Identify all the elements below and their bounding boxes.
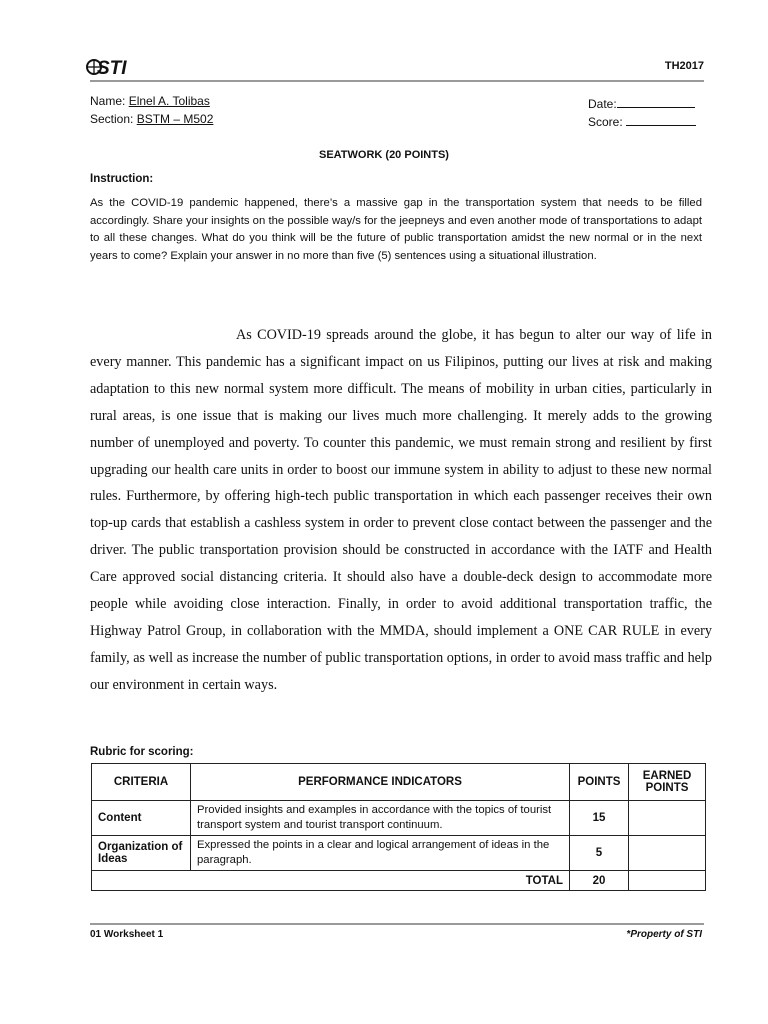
points-cell: 15 bbox=[570, 801, 629, 836]
name-label: Name: bbox=[90, 94, 126, 108]
instruction-label: Instruction: bbox=[90, 173, 154, 185]
indicators-header: PERFORMANCE INDICATORS bbox=[191, 764, 570, 801]
essay-answer: As COVID-19 spreads around the globe, it has begun to alter our way of life in every manner. This pandemic has a significant impact on us Filipinos, putting our lives at risk and making adaptation to this new normal system more difficult. The means of mobility in urban cities, particularly in rural areas, is one issue that is making our lives much more challenging. It merely adds to the growing number of unemployed and poverty. To counter this pandemic, we must remain strong and resilient by first upgrading our health care units in order to boost our immune system in ability to adjust to these new normal rules. Furthermore, by offering high-tech public transportation in which each passenger receives their own top-up cards that establish a cashless system in order to prevent close contact between the passenger and the driver. The public transportation provision should be constructed in accordance with the IATF and Health Care approved social distancing criteria. It should also have a double-deck design to accommodate more people while avoiding close interaction. Finally, in order to avoid additional transportation traffic, the Highway Patrol Group, in collaboration with the MMDA, should implement a ONE CAR RULE in every family, as well as increase the number of public transportation options, in order to avoid mass traffic and help our environment in certain ways. bbox=[90, 327, 712, 693]
footer-worksheet: 01 Worksheet 1 bbox=[90, 929, 164, 940]
indicator-cell: Expressed the points in a clear and logical arrangement of ideas in the paragraph. bbox=[191, 836, 570, 871]
date-blank bbox=[617, 95, 695, 108]
total-earned-cell[interactable] bbox=[629, 871, 706, 891]
date-label: Date: bbox=[588, 97, 617, 111]
total-row bbox=[92, 871, 706, 891]
header-divider bbox=[90, 80, 704, 82]
document-code: TH2017 bbox=[664, 60, 704, 72]
total-points: 20 bbox=[570, 871, 629, 891]
criteria-header: CRITERIA bbox=[92, 764, 191, 801]
logo-text: STI bbox=[97, 58, 127, 78]
instruction-text: As the COVID-19 pandemic happened, there’s a massive gap in the transportation system that needs to be filled accordingly. Share your insights on the possible way/s for the jeepneys and even another mode of transportations to adapt to all these changes. What do you think will be the future of public transportation amidst the new normal or in the next years to come? Explain your answer in no more than five (5) sentences using a situational illustration. bbox=[90, 197, 702, 262]
earned-points-cell[interactable] bbox=[629, 801, 706, 836]
criteria-cell: Content bbox=[92, 801, 191, 836]
score-blank bbox=[626, 113, 696, 126]
table-row bbox=[92, 836, 706, 871]
score-line bbox=[588, 113, 696, 131]
points-cell: 5 bbox=[570, 836, 629, 871]
indicator-cell: Provided insights and examples in accordance with the topics of tourist transport system and tourist transport continuum. bbox=[191, 801, 570, 836]
footer-divider bbox=[90, 923, 704, 925]
criteria-cell: Organization of Ideas bbox=[92, 836, 191, 871]
rubric-label: Rubric for scoring: bbox=[90, 746, 194, 758]
earned-points-cell[interactable] bbox=[629, 836, 706, 871]
grading-info bbox=[588, 95, 696, 131]
name-line bbox=[90, 92, 213, 110]
footer-property: *Property of STI bbox=[626, 929, 702, 940]
section-value: BSTM – M502 bbox=[136, 112, 214, 126]
name-value: Elnel A. Tolibas bbox=[128, 94, 210, 108]
earned-points-header: EARNED POINTS bbox=[629, 764, 706, 801]
date-line bbox=[588, 95, 696, 113]
rubric-table bbox=[91, 763, 706, 891]
section-line bbox=[90, 110, 213, 128]
sti-logo bbox=[86, 56, 134, 78]
page-title: SEATWORK (20 POINTS) bbox=[319, 149, 449, 161]
table-row bbox=[92, 801, 706, 836]
section-label: Section: bbox=[90, 112, 134, 126]
total-label: TOTAL bbox=[92, 871, 570, 891]
points-header: POINTS bbox=[570, 764, 629, 801]
student-info bbox=[90, 92, 213, 128]
rubric-header-row bbox=[92, 764, 706, 801]
score-label: Score: bbox=[588, 115, 623, 129]
